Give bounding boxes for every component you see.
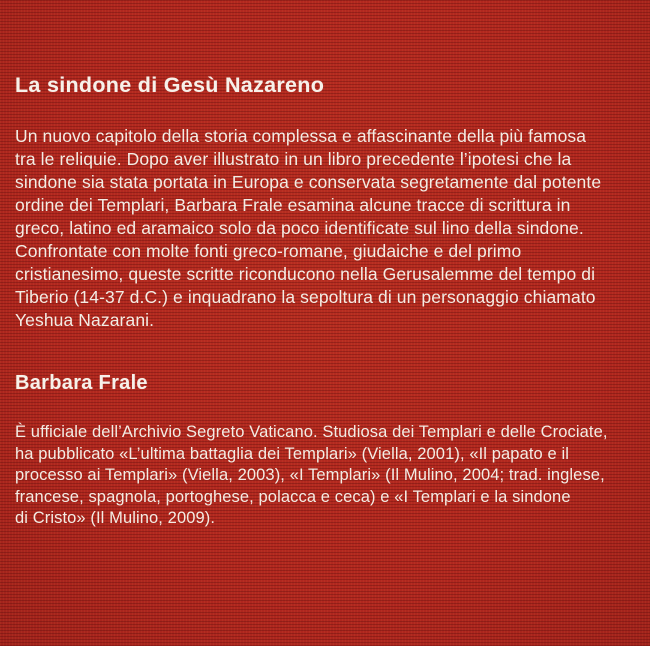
text-line: ha pubblicato «L’ultima battaglia dei Templari» (Viella, 2001), «Il papato e il — [15, 444, 569, 463]
text-line: greco, latino ed aramaico solo da poco identificate sul lino della sindone. — [15, 218, 584, 238]
text-line: sindone sia stata portata in Europa e conservata segretamente dal potente — [15, 172, 602, 192]
text-line: di Cristo» (Il Mulino, 2009). — [15, 509, 216, 527]
text-line: cristianesimo, queste scritte riconducono nella Gerusalemme del tempo di — [15, 264, 596, 284]
text-line: ordine dei Templari, Barbara Frale esamina alcune tracce di scrittura in — [15, 195, 571, 215]
text-line: Un nuovo capitolo della storia complessa e affascinante della più famosa — [15, 126, 587, 146]
text-line: Confrontate con molte fonti greco-romane, giudaiche e del primo — [15, 241, 522, 261]
text-line: francese, spagnola, portoghese, polacca e ceca) e «I Templari e la sindone — [15, 487, 571, 506]
text-line: tra le reliquie. Dopo aver illustrato in un libro precedente l’ipotesi che la — [15, 149, 572, 169]
text-line: Yeshua Nazarani. — [15, 310, 155, 330]
book-description — [15, 125, 636, 332]
book-title: La sindone di Gesù Nazareno — [15, 73, 325, 97]
text-line: È ufficiale dell’Archivio Segreto Vaticano. Studiosa dei Templari e delle Crociate, — [15, 423, 608, 441]
author-name-heading: Barbara Frale — [15, 372, 148, 394]
text-line: Tiberio (14-37 d.C.) e inquadrano la sepoltura di un personaggio chiamato — [15, 287, 596, 307]
text-line: processo ai Templari» (Viella, 2003), «I Templari» (Il Mulino, 2004; trad. inglese, — [15, 466, 605, 484]
author-bio — [15, 422, 636, 530]
